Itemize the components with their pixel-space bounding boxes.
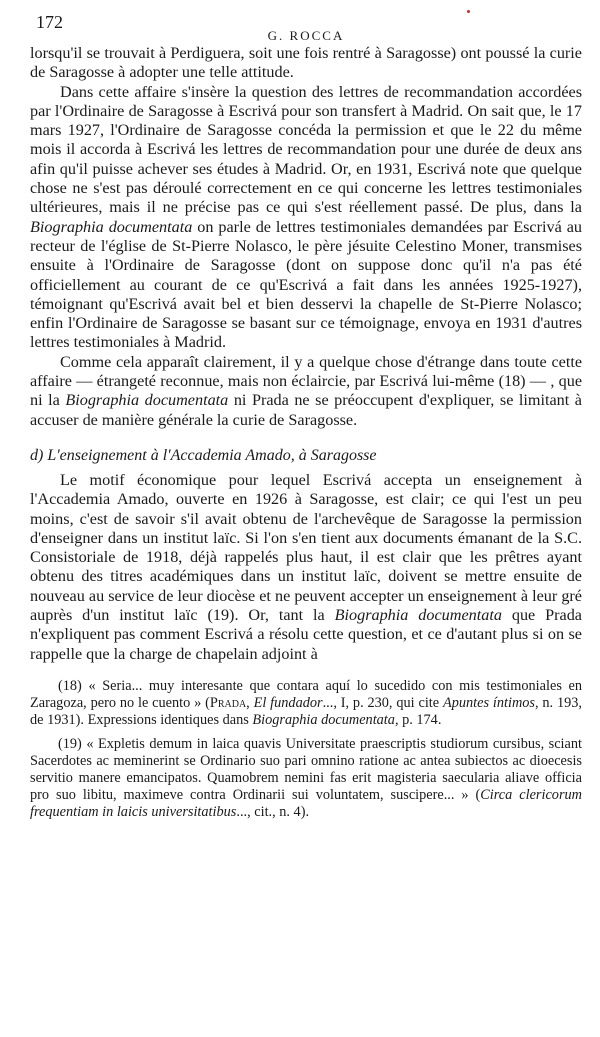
footnote-19-text-b: ..., cit., n. 4). [236,804,310,821]
paragraph-2 [30,83,582,353]
page-number: 172 [36,12,63,32]
paragraph-2-italic-title: Biographia documentata [30,217,193,236]
body-text [30,44,582,430]
footnote-18-text-b: , [246,695,250,712]
paragraph-4-text-a: Le motif économique pour lequel Escrivá accepta un enseignement à l'Accademia Amado, ouverte en 1926 à Saragosse, est clair; ce qui l'est un peu moins, c'est de savoir s'il avait obtenu de l'archevêque de Saragosse la permission d'enseigner dans un institut laïc. Si l'on s'en tient aux documents émanant de la S.C. Consistoriale de 1918, déjà rappelés plus haut, il est clair que les prêtres ayant obtenu des titres académiques dans un institut laïc, doivent se mettre ensuite de nouveau au service de leur diocèse et ne peuvent accepter un enseignement à leur gré auprès d'un institut laïc [30,470,582,625]
paragraph-1 [30,44,582,83]
paragraph-3-text-c: ni Prada ne se préoccupent d'expliquer, se limitant à accuser de manière générale la curie de Saragosse. [30,391,582,429]
section-letter: d) [30,446,44,464]
paragraph-1-text: lorsqu'il se trouvait à Perdiguera, soit une fois rentré à Saragosse) ont poussé la curie de Saragosse à adopter une telle attitude. [30,44,582,82]
footnote-18-author: Prada [209,695,247,712]
footnote-18 [30,678,582,730]
ink-mark [467,10,470,13]
page [30,10,582,1025]
footnote-18-text-c: ..., I, p. 230, qui cite [322,695,440,712]
paragraph-4-italic-title: Biographia documentata [334,606,502,625]
paragraph-2-text: Dans cette affaire s'insère la question des lettres de recommandation accordées par l'Ordinaire de Saragosse à Escrivá pour son transfert à Madrid. On sait que, le 17 mars 1927, l'Ordinaire de Saragosse concéda la permission et que le 22 du même mois il accorda à Escrivá les lettres de recommandation pour une durée de deux ans afin qu'il puisse achever ses études à Madrid. Or, en 1931, Escrivá note que quelque chose ne s'est pas déroulé correctement en ce qui concerne les lettres testimoniales ultérieures, mais il ne précise pas ce qui s'est réellement passé. De plus, dans la [30,82,582,217]
footnote-18-text-d: , n. 193, de 1931). Expressions identiques dans [30,695,582,729]
paragraph-4-text-b: . Or, tant la [234,606,325,625]
footnote-18-title: El fundador [253,695,323,712]
body-text-section-d [30,471,582,664]
paragraph-4-text-c: que Prada n'expliquent pas comment Escrivá a résolu cette question, et ce d'autant plus si on se rappelle que la charge de chapelain adjoint à [30,606,582,663]
footnote-18-title-2: Apuntes íntimos [442,695,535,712]
footnotes [30,678,582,822]
section-title: L'enseignement à l'Accademia Amado, à Saragosse [47,446,377,464]
paragraph-3-italic-title: Biographia documentata [65,391,229,410]
footnote-19-title: Circa clericorum frequentiam in laicis universitatibus [30,787,582,821]
footnote-18-text-a: (18) « Seria... muy interesante que contara aquí lo sucedido con mis testimoniales en Zaragoza, pero no le cuento » ( [30,677,582,712]
footnote-18-text-e: , p. 174. [394,712,442,729]
paragraph-3 [30,353,582,430]
paragraph-3-text-b: — , que ni la [30,372,583,410]
footnote-ref-18[interactable]: (18) [498,372,526,391]
paragraph-2-rest: on parle de lettres testimoniales demandées par Escrivá au recteur de l'église de St-Pierre Nolasco, le père jésuite Celestino Moner, transmises ensuite à l'Ordinaire de Saragosse (dont on suppose donc qu'il n'a pas été officiellement au courant de ce qu'Escrivá a fait dans les années 1925-1927), témoignant qu'Escrivá avait bel et bien desservi la chapelle de St-Pierre Nolasco; enfin l'Ordinaire de Saragosse se basant sur ce témoignage, envoya en 1931 d'autres lettres testimoniales à Madrid. [30,217,583,352]
paragraph-4 [30,471,582,664]
section-heading [30,446,582,465]
running-head: G. ROCCA [267,28,345,43]
paragraph-3-text-a: Comme cela apparaît clairement, il y a quelque chose d'étrange dans toute cette affaire — étrangeté reconnue, mais non éclaircie, par Escrivá lui-même [30,352,582,391]
page-header [30,10,582,44]
footnote-ref-19[interactable]: (19) [207,606,235,625]
footnote-19 [30,736,582,822]
footnote-18-title-3: Biographia documentata [252,712,395,729]
footnote-19-text-a: (19) « Expletis demum in laica quavis Universitate praescriptis studiorum cursibus, sciant Sacerdotes ac meminerint se Ordinario suo pari omnino ratione ac antea subiectos ac dioecesis servitio manere emancipatos. Quamobrem nemini fas erit magisteria saecularia aliave officia pro suo libitu, maximeve contra Ordinarii sui voluntatem, suscipere... » ( [30,735,582,804]
